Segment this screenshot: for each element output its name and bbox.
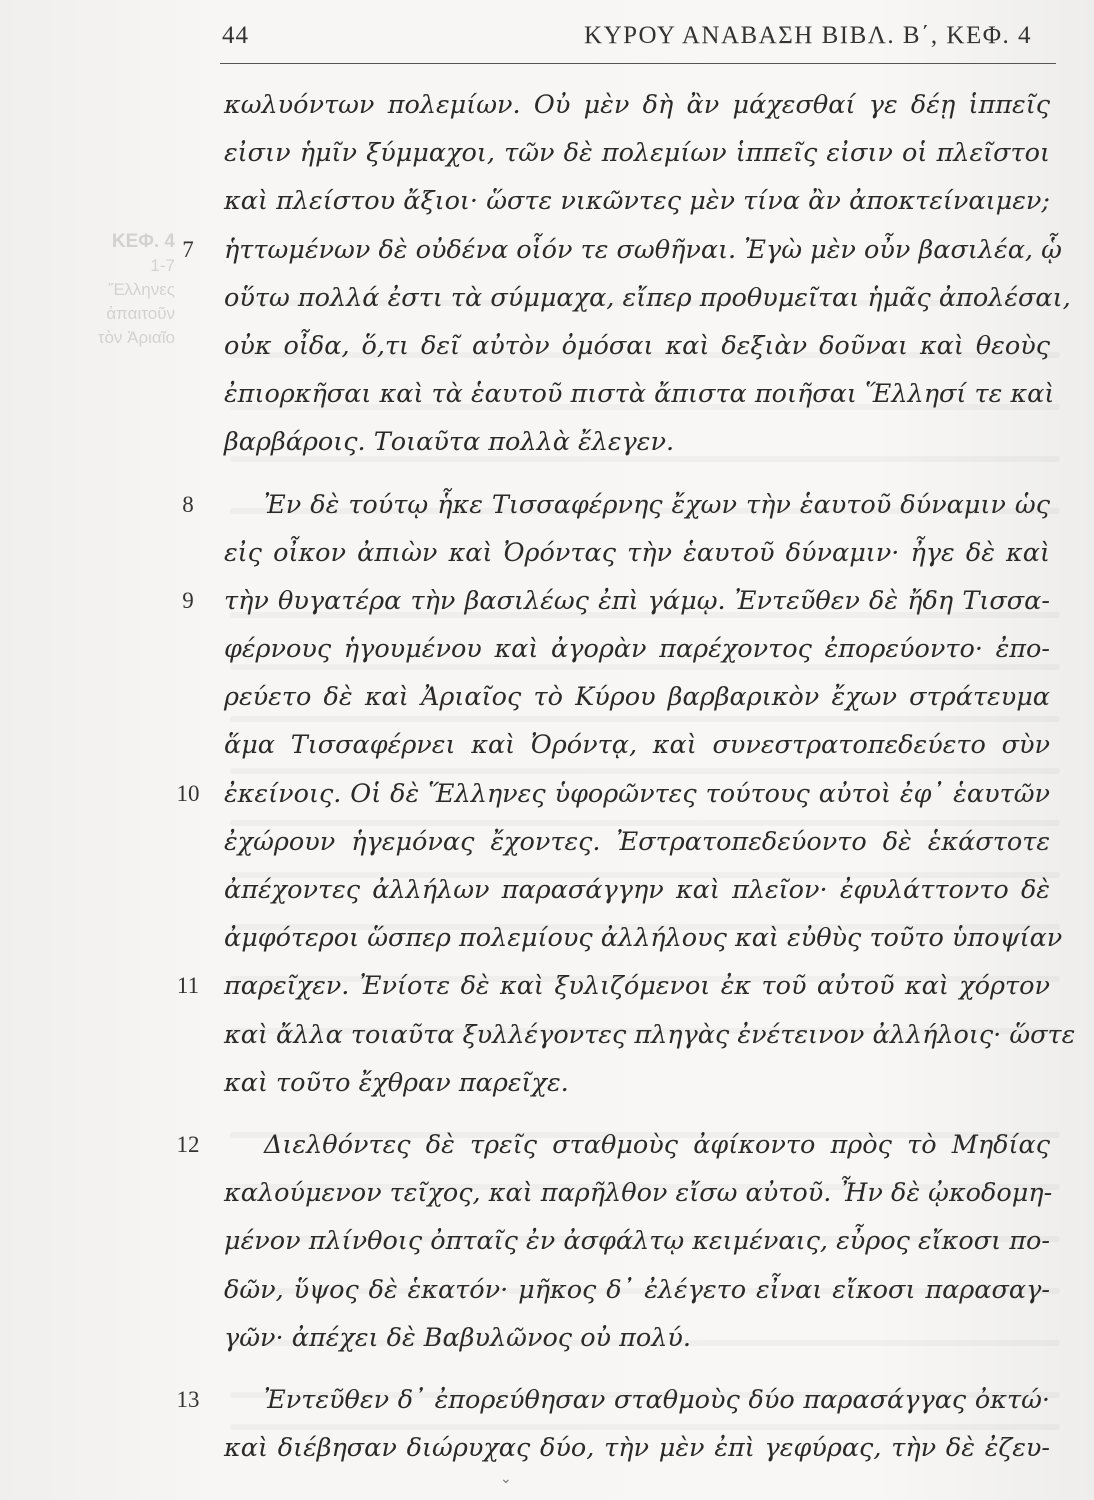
text-line xyxy=(0,325,1094,373)
text-line xyxy=(0,773,1094,821)
line-text: Διελθόντες δὲ τρεῖς σταθμοὺς ἀφίκοντο πρὸς τὸ Μηδίας xyxy=(264,1129,1050,1160)
line-text: μένον πλίνθοις ὀπταῖς ἐν ἀσφάλτῳ κειμέναις, εὖρος εἴκοσι πο- xyxy=(224,1226,1050,1257)
text-line xyxy=(0,965,1094,1013)
text-line xyxy=(0,132,1094,180)
text-line xyxy=(0,1014,1094,1062)
text-line xyxy=(0,1427,1094,1475)
line-text: ἀμφότεροι ὥσπερ πολεμίους ἀλλήλους καὶ εὐθὺς τοῦτο ὑποψίαν xyxy=(224,923,1063,954)
paragraph-gap xyxy=(0,1365,1094,1379)
text-line xyxy=(0,1317,1094,1365)
line-text: γῶν· ἀπέχει δὲ Βαβυλῶνος οὐ πολύ. xyxy=(224,1322,692,1353)
line-text: τὴν θυγατέρα τὴν βασιλέως ἐπὶ γάμῳ. Ἐντεῦθεν δὲ ἤδη Τισσα- xyxy=(224,585,1050,616)
text-line xyxy=(0,1124,1094,1172)
text-line xyxy=(0,1220,1094,1268)
text-line xyxy=(0,373,1094,421)
greek-text-body xyxy=(0,84,1094,1475)
line-text: βαρβάροις. Τοιαῦτα πολλὰ ἔλεγεν. xyxy=(224,427,675,458)
section-number: 11 xyxy=(176,973,200,999)
header-rule xyxy=(220,63,1056,64)
line-text: οὕτω πολλά ἐστι τὰ σύμμαχα, εἴπερ προθυμεῖται ἡμᾶς ἀπολέσαι, xyxy=(224,282,1071,313)
text-line xyxy=(0,84,1094,132)
text-line xyxy=(0,277,1094,325)
text-line xyxy=(0,1172,1094,1220)
line-text: καὶ ἄλλα τοιαῦτα ξυλλέγοντες πληγὰς ἐνέτεινον ἀλλήλοις· ὥστε xyxy=(224,1019,1076,1050)
line-text: Ἐν δὲ τούτῳ ἧκε Τισσαφέρνης ἔχων τὴν ἑαυτοῦ δύναμιν ὡς xyxy=(264,489,1050,520)
line-text: καὶ διέβησαν διώρυχας δύο, τὴν μὲν ἐπὶ γεφύρας, τὴν δὲ ἐζευ- xyxy=(224,1433,1050,1464)
line-text: καὶ τοῦτο ἔχθραν παρεῖχε. xyxy=(224,1067,569,1098)
line-text: φέρνους ἡγουμένου καὶ ἀγορὰν παρέχοντος ἐπορεύοντο· ἐπο- xyxy=(224,634,1050,665)
text-line xyxy=(0,628,1094,676)
section-number: 10 xyxy=(176,780,200,806)
line-text: εἰσιν ἡμῖν ξύμμαχοι, τῶν δὲ πολεμίων ἱππεῖς εἰσιν οἱ πλεῖστοι xyxy=(224,138,1050,169)
line-text: παρεῖχεν. Ἐνίοτε δὲ καὶ ξυλιζόμενοι ἐκ τοῦ αὐτοῦ καὶ χόρτον xyxy=(224,971,1050,1002)
line-text: οὐκ οἶδα, ὅ,τι δεῖ αὐτὸν ὀμόσαι καὶ δεξιὰν δοῦναι καὶ θεοὺς xyxy=(224,330,1050,361)
line-text: ρεύετο δὲ καὶ Ἀριαῖος τὸ Κύρου βαρβαρικὸν ἔχων στράτευμα xyxy=(224,682,1050,713)
line-text: εἰς οἶκον ἀπιὼν καὶ Ὀρόντας τὴν ἑαυτοῦ δύναμιν· ἦγε δὲ καὶ xyxy=(224,537,1050,568)
section-number: 7 xyxy=(182,236,194,262)
text-line xyxy=(0,917,1094,965)
text-line xyxy=(0,580,1094,628)
stray-mark: ⌄ xyxy=(500,1471,512,1487)
text-line xyxy=(0,676,1094,724)
text-line xyxy=(0,421,1094,469)
text-line xyxy=(0,724,1094,772)
line-text: δῶν, ὕψος δὲ ἑκατόν· μῆκος δ᾽ ἐλέγετο εἶναι εἴκοσι παρασαγ- xyxy=(224,1274,1050,1305)
text-line xyxy=(0,1269,1094,1317)
page-number: 44 xyxy=(222,22,249,49)
line-text: Ἐντεῦθεν δ᾽ ἐπορεύθησαν σταθμοὺς δύο παρασάγγας ὀκτώ· xyxy=(264,1384,1050,1415)
paragraph-gap xyxy=(0,470,1094,484)
section-number: 9 xyxy=(182,587,194,613)
line-text: ἐκείνοις. Οἱ δὲ Ἕλληνες ὑφορῶντες τούτους αὐτοὶ ἐφ᾽ ἑαυτῶν xyxy=(224,778,1050,809)
paragraph-gap xyxy=(0,1110,1094,1124)
line-text: ἡττωμένων δὲ οὐδένα οἷόν τε σωθῆναι. Ἐγὼ μὲν οὖν βασιλέα, ᾧ xyxy=(224,234,1062,265)
text-line xyxy=(0,821,1094,869)
text-line xyxy=(0,1062,1094,1110)
section-number: 13 xyxy=(176,1386,200,1412)
line-text: ἅμα Τισσαφέρνει καὶ Ὀρόντᾳ, καὶ συνεστρατοπεδεύετο σὺν xyxy=(224,730,1050,761)
running-title: ΚΥΡΟΥ ΑΝΑΒΑΣΗ ΒΙΒΛ. Β΄, ΚΕΦ. 4 xyxy=(584,22,1032,49)
text-line xyxy=(0,229,1094,277)
section-number: 12 xyxy=(176,1131,200,1157)
text-line xyxy=(0,180,1094,228)
line-text: ἐχώρουν ἡγεμόνας ἔχοντες. Ἐστρατοπεδεύοντο δὲ ἑκάστοτε xyxy=(224,826,1050,857)
line-text: ἐπιορκῆσαι καὶ τὰ ἑαυτοῦ πιστὰ ἄπιστα ποιῆσαι Ἕλλησί τε καὶ xyxy=(224,379,1055,410)
page-header xyxy=(220,22,1032,58)
text-line xyxy=(0,532,1094,580)
line-text: κωλυόντων πολεμίων. Οὐ μὲν δὴ ἂν μάχεσθαί γε δέῃ ἱππεῖς xyxy=(224,90,1050,120)
line-text: καλούμενον τεῖχος, καὶ παρῆλθον εἴσω αὐτοῦ. Ἦν δὲ ᾠκοδομη- xyxy=(224,1178,1053,1209)
text-line xyxy=(0,869,1094,917)
text-line xyxy=(0,1379,1094,1427)
line-text: ἀπέχοντες ἀλλήλων παρασάγγην καὶ πλεῖον· ἐφυλάττοντο δὲ xyxy=(224,875,1050,905)
text-line xyxy=(0,484,1094,532)
margin-bleed-through: ΚΕΦ. 4 1-7 Ἕλληνες ἀπαιτοῦν τὸν Ἀριαῖο xyxy=(97,231,175,347)
section-number: 8 xyxy=(182,491,194,517)
line-text: καὶ πλείστου ἄξιοι· ὥστε νικῶντες μὲν τίνα ἂν ἀποκτείναιμεν; xyxy=(224,186,1050,217)
